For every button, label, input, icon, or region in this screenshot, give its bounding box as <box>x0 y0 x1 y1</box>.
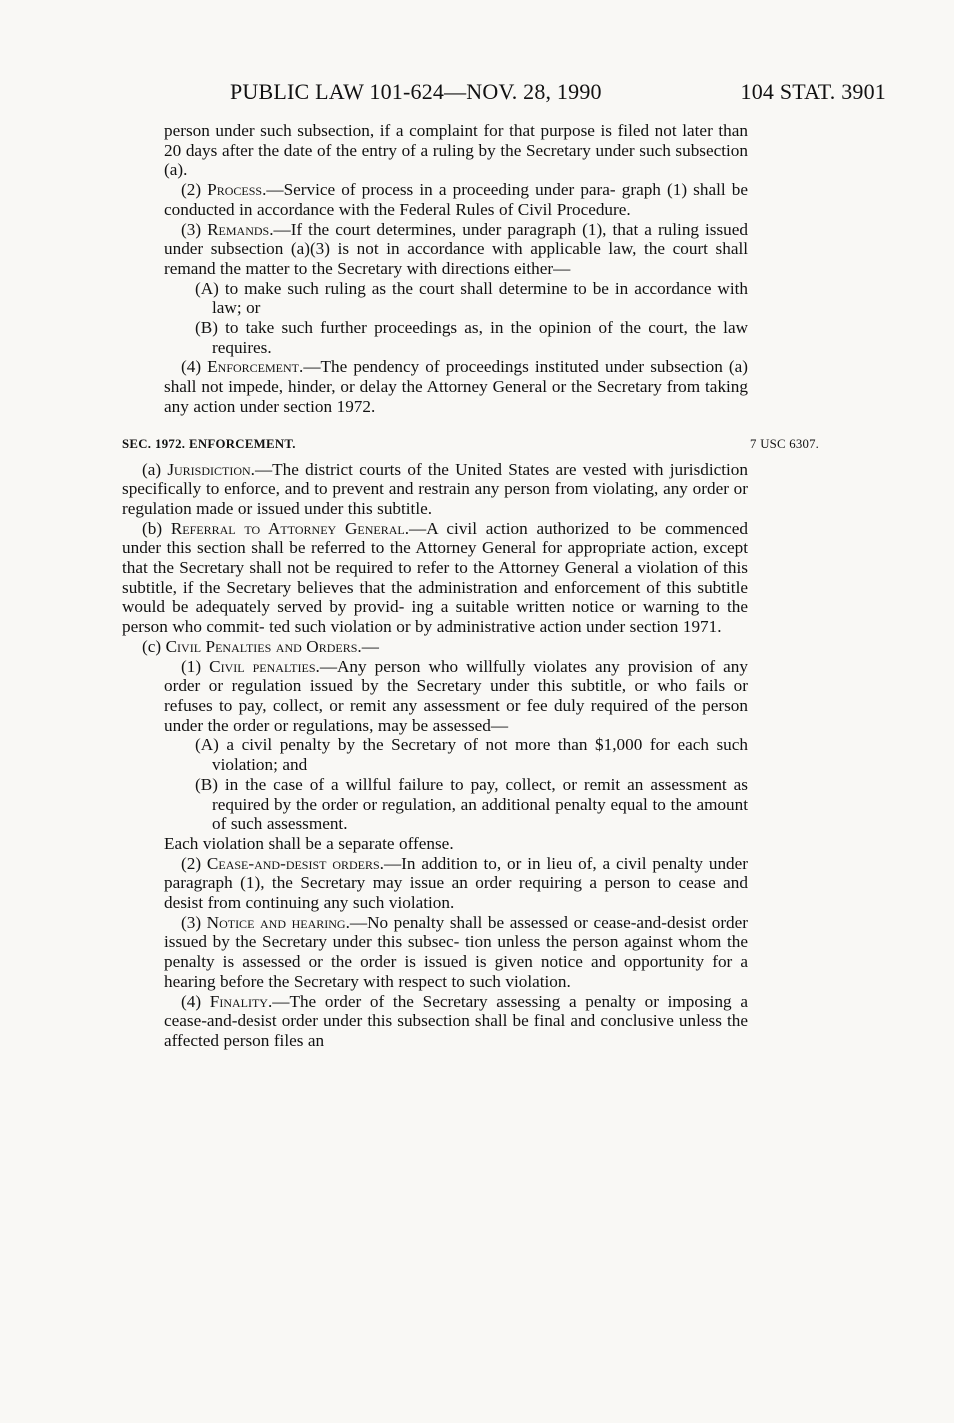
paragraph-caption: Civil Penalties and Orders. <box>165 636 362 656</box>
law-citation: PUBLIC LAW 101-624—NOV. 28, 1990 <box>230 79 602 104</box>
paragraph-jurisdiction: (a) Jurisdiction.—The district courts of the United States are vested with jurisdiction specifically to enforce, and to prevent and restrain any person from violating, any order or regulation made or issued under this subtitle. <box>122 459 748 518</box>
margin-citation: 7 USC 6307. <box>750 436 820 451</box>
paragraph-caption: Civil penalties. <box>209 656 320 676</box>
paragraph-caption: Notice and hearing. <box>206 912 350 932</box>
subparagraph-a: (A) to make such ruling as the court shall determine to be in accordance with law; or <box>195 278 748 318</box>
paragraph-civil-penalties-and-orders: (c) Civil Penalties and Orders.— <box>142 636 379 656</box>
paragraph-caption: Cease-and-desist orders. <box>206 853 384 873</box>
paragraph-caption: Enforcement. <box>207 357 304 377</box>
paragraph-caption: Referral to Attorney General. <box>170 518 409 538</box>
paragraph-caption: Remands. <box>207 219 274 239</box>
paragraph-civil-penalties: (1) Civil penalties.—Any person who willfully violates any provision of any order or regulation issued by the Secretary under this subtitle, or who fails or refuses to pay, collect, or remit any assessment or fee duly required of the person under the order or regulations, may be assessed— <box>164 656 748 735</box>
paragraph-enforcement: (4) Enforcement.—The pendency of proceedings instituted under subsection (a) shall not impede, hinder, or delay the Attorney General or the Secretary from taking any action under section 1972. <box>164 357 748 416</box>
paragraph-continuation: person under such subsection, if a complaint for that purpose is filed not later than 20 days after the date of the entry of a ruling by the Secretary under such subsection (a). <box>164 121 748 180</box>
body-text <box>122 121 820 1051</box>
paragraph-cease-and-desist: (2) Cease-and-desist orders.—In addition to, or in lieu of, a civil penalty under paragraph (1), the Secretary may issue an order requiring a person to cease and desist from continuing any such violation. <box>164 853 748 913</box>
subparagraph-b: (B) to take such further proceedings as, in the opinion of the court, the law requires. <box>195 318 748 357</box>
paragraph-referral: (b) Referral to Attorney General.—A civil action authorized to be commenced under this section shall be referred to the Attorney General for appropriate action, except that the Secretary shall not be required to refer to the Attorney General a violation of this subtitle, if the Secretary believes that the administration and enforcement of this subtitle would be adequately served by provid- ing a suitable written notice or warning to the person who commit- ted such violation or by administrative action under section 1971. <box>122 518 748 637</box>
paragraph-caption: Jurisdiction. <box>167 459 255 479</box>
subparagraph-a: (A) a civil penalty by the Secretary of not more than $1,000 for each such violation; and <box>195 735 748 775</box>
paragraph-caption: Process. <box>207 180 267 200</box>
statute-page-number: 104 STAT. 3901 <box>740 79 886 104</box>
paragraph-finality: (4) Finality.—The order of the Secretary assessing a penalty or imposing a cease-and-desist order under this subsection shall be final and conclusive unless the affected person files an <box>164 991 748 1050</box>
paragraph-separate-offense: Each violation shall be a separate offense. <box>164 833 454 853</box>
subparagraph-b: (B) in the case of a willful failure to pay, collect, or remit an assessment as required by the order or regulation, an additional penalty equal to the amount of such assessment. <box>195 774 748 834</box>
paragraph-notice-and-hearing: (3) Notice and hearing.—No penalty shall be assessed or cease-and-desist order issued by the Secretary under this subsec- tion unless the person against whom the penalty is assessed or the order is issued is given notice and opportunity for a hearing before the Secretary with respect to such violation. <box>164 912 748 991</box>
paragraph-caption: Finality. <box>209 991 273 1011</box>
page-header <box>160 76 886 108</box>
section-heading: SEC. 1972. ENFORCEMENT. 7 USC 6307. <box>122 434 748 454</box>
paragraph-remands: (3) Remands.—If the court determines, under paragraph (1), that a ruling issued under subsection (a)(3) is not in accordance with applicable law, the court shall remand the matter to the Secretary with directions either— <box>164 219 748 278</box>
paragraph-process: (2) Process.—Service of process in a proceeding under para- graph (1) shall be conducted in accordance with the Federal Rules of Civil Procedure. <box>164 180 748 219</box>
